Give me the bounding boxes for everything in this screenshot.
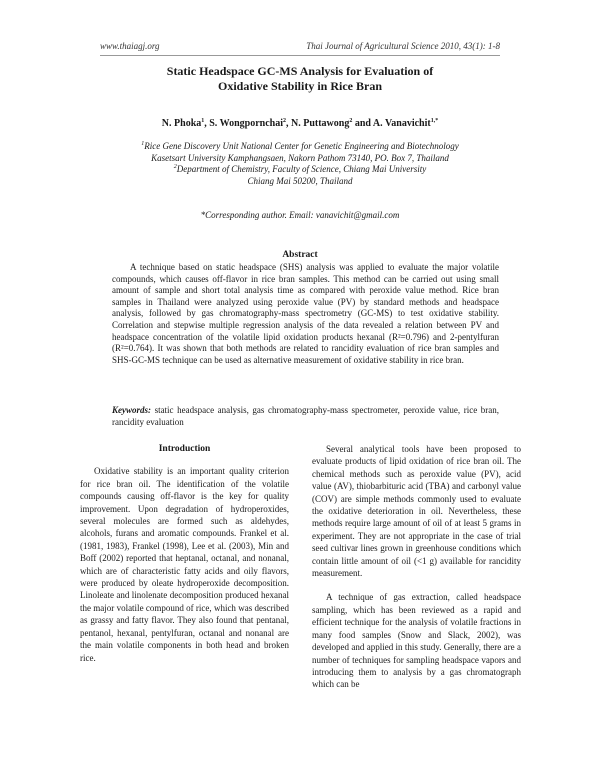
left-column — [80, 443, 289, 676]
author-sup: 1,* — [430, 118, 439, 124]
keywords — [112, 405, 499, 428]
author-name: N. Phoka — [161, 118, 202, 129]
affiliation-1: $^1$Rice Gene Discovery Unit National Center for Genetic Engineering and Biotechnology — [141, 141, 459, 151]
affiliation-2: $^2$Department of Chemistry, Faculty of Science, Chiang Mai University — [173, 164, 427, 175]
author-name: A. Vanavichit — [372, 118, 431, 129]
right-column — [312, 443, 521, 703]
abstract-heading: Abstract — [282, 250, 318, 260]
author-sup: 2 — [282, 118, 286, 124]
title-line-2: Oxidative Stability in Rice Bran — [217, 79, 382, 93]
author-name: S. Wongpornchai — [209, 118, 283, 129]
abstract-text: A technique based on static headspace (SHS) analysis was applied to evaluate the major volatile compounds, which causes off-flavor in rice bran samples. This method can be carried out using small amount of sample and short total analysis time as compared with peroxide value method. Rice bran samples in Thailand were analyzed using peroxide value (PV) by standard methods and headspace analysis, followed by gas chromatography-mass spectrometry (GC-MS) to test oxidative stability. Correlation and stepwise multiple regression analysis of the data revealed a relation between PV and headspace concentration of the volatile lipid oxidation products hexanal (R²=0.796) and 2-pentylfuran (R²=0.764). It was shown that both methods are related to rancidity evaluation of rice bran samples and SHS-GC-MS technique can be used as alternative measurement of oxidative stability in rice bran. — [112, 262, 499, 365]
author-list: N. Phoka$^1$, S. Wongpornchai$^2$, N. Puttawong$^2$ and A. Vanavichit$^{1,*}$ — [161, 118, 439, 129]
affiliations — [100, 141, 500, 187]
keywords-label: Keywords: — [112, 405, 151, 415]
journal-website: www.thaiagj.org — [100, 41, 160, 51]
author-sup: 1 — [201, 118, 205, 124]
keywords-text: static headspace analysis, gas chromatography-mass spectrometer, peroxide value, rice bran, rancidity evaluation — [112, 405, 500, 427]
corresponding-author: *Corresponding author. Email: vanavichit@gmail.com — [200, 210, 400, 220]
title-line-1: Static Headspace GC-MS Analysis for Evaluation of — [166, 64, 434, 78]
paper-title — [100, 64, 500, 94]
affiliation-2-address: Chiang Mai 50200, Thailand — [247, 175, 353, 186]
body-paragraph: Several analytical tools have been proposed to evaluate products of lipid oxidation of rice bran oil. The chemical methods such as peroxide value (PV), acid value (AV), thiobarbituric acid (TBA) and carbonyl value (COV) are simple methods commonly used to evaluate the oxidative deterioration in oil. Nevertheless, these methods require large amount of oil of at least 5 grams in experiment. They are not appropriate in the case of trial seed cultivar lines grown in greenhouse conditions which contain little amount of oil (<1 g) available for rancidity measurement. — [312, 444, 521, 579]
journal-citation: Thai Journal of Agricultural Science 2010, 43(1): 1-8 — [306, 41, 500, 51]
header-rule — [100, 55, 500, 56]
affiliation-1-address: Kasetsart University Kamphangsaen, Nakorn Pathom 73140, PO. Box 7, Thailand — [151, 152, 449, 163]
body-paragraph: A technique of gas extraction, called headspace sampling, which has been reviewed as a rapid and efficient technique for the analysis of volatile fractions in many food samples (Snow and Slack, 2002), was developed and applied in this study. Generally, there are a number of techniques for sampling headspace vapors and introducing them to analysis by a gas chromatograph which can be — [312, 592, 521, 690]
author-name: N. Puttawong — [290, 118, 350, 129]
intro-paragraph: Oxidative stability is an important quality criterion for rice bran oil. The identification of the volatile compounds causing off-flavor is the key for quality improvement. Upon degradation of hydroperoxides, several molecules are formed such as aldehydes, alcohols, furans and aromatic compounds. Frankel et al. (1981, 1983), Frankel (1998), Lee et al. (2003), Min and Boff (2002) reported that heptanal, octanal, and nonanal, which are of characteristic fatty acids and oily flavors, were produced by oleate hydroperoxide decomposition. Linoleate and linolenate decomposition produced hexanal the major volatile compound of rice, which was described as grassy and fatty flavor. They also found that pentanal, pentanol, hexanal, pentylfuran, octanal and nonanal are the main volatile components in both head and broken rice. — [80, 466, 289, 663]
author-sup: 2 — [349, 118, 353, 124]
running-header — [100, 41, 500, 51]
introduction-heading: Introduction — [158, 444, 211, 454]
